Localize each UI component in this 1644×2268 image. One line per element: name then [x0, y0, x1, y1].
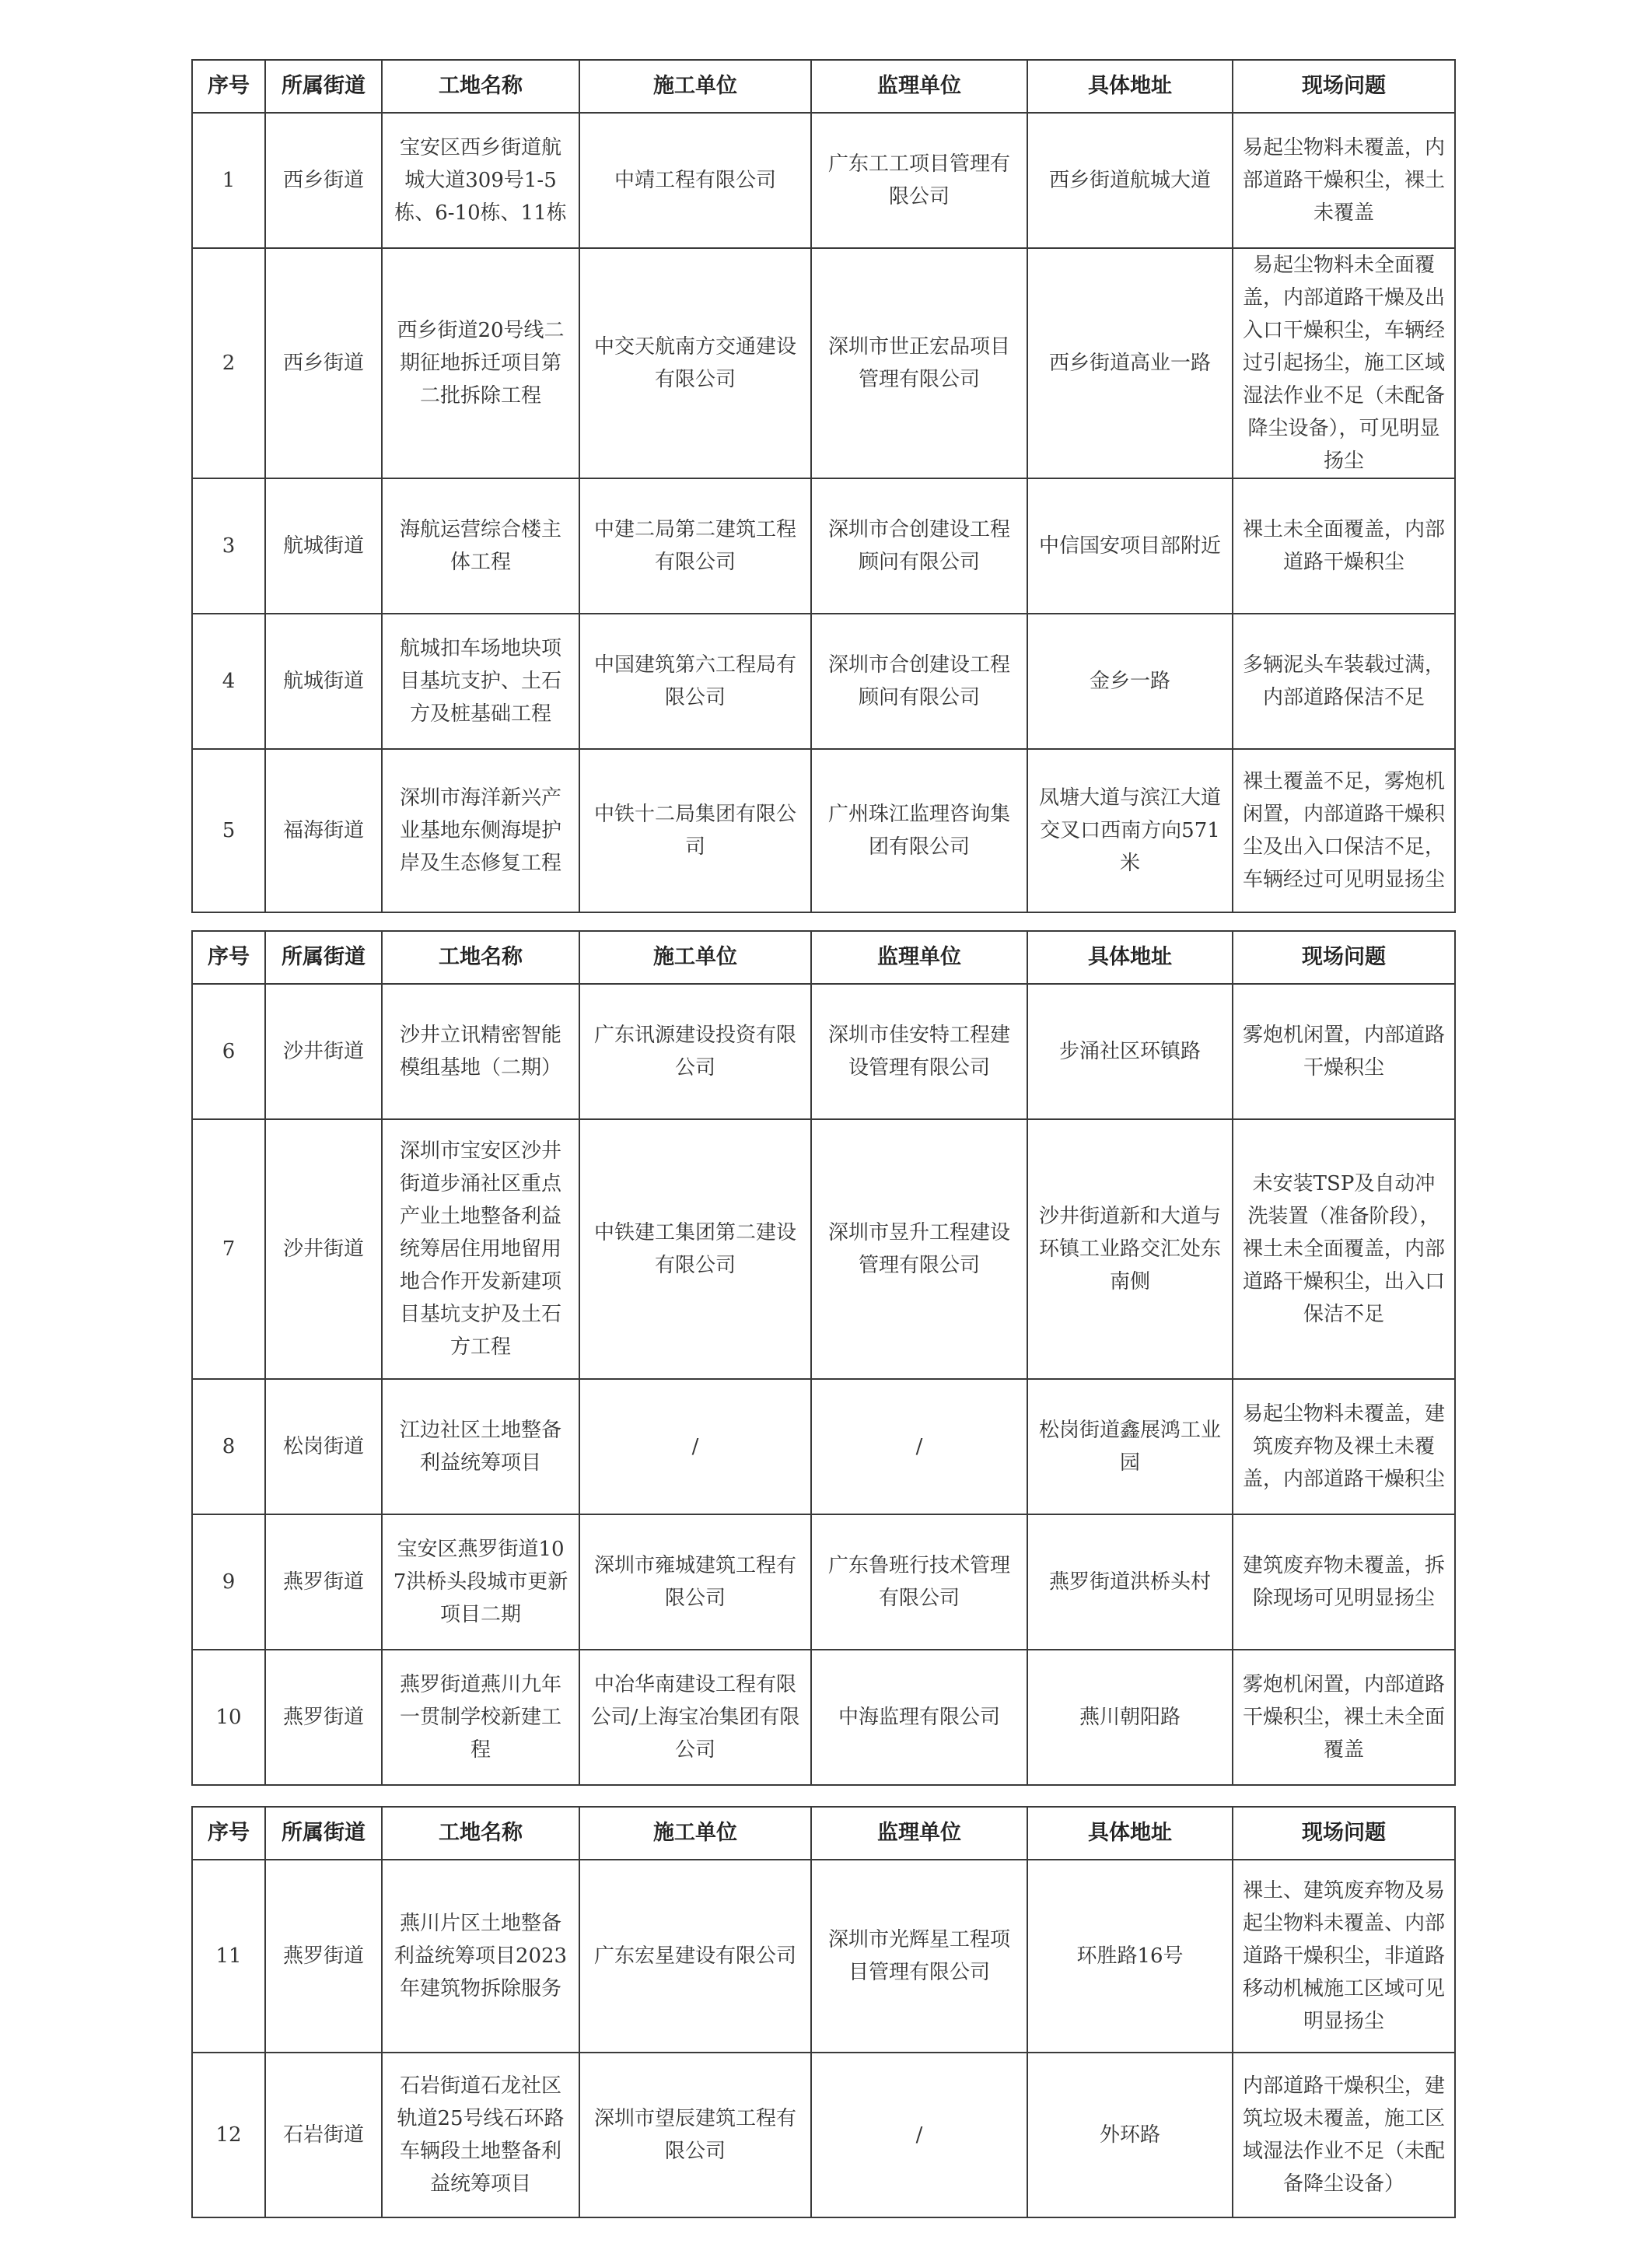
- cell-no: 12: [192, 2053, 265, 2217]
- header-builder: 施工单位: [579, 60, 811, 113]
- cell-street: 燕罗街道: [265, 1650, 382, 1785]
- cell-address: 步涌社区环镇路: [1027, 984, 1233, 1119]
- cell-street: 航城街道: [265, 478, 382, 614]
- table-header-row: [192, 931, 1455, 984]
- cell-street: 西乡街道: [265, 113, 382, 248]
- table-row: [192, 478, 1455, 614]
- cell-supervisor: 深圳市合创建设工程顾问有限公司: [811, 478, 1027, 614]
- cell-builder: 深圳市雍城建筑工程有限公司: [579, 1514, 811, 1650]
- header-street: 所属街道: [265, 1807, 382, 1860]
- cell-issue: 裸土覆盖不足，雾炮机闲置，内部道路干燥积尘及出入口保洁不足，车辆经过可见明显扬尘: [1233, 749, 1455, 912]
- cell-address: 环胜路16号: [1027, 1860, 1233, 2053]
- header-issue: 现场问题: [1233, 1807, 1455, 1860]
- cell-no: 5: [192, 749, 265, 912]
- table-row: [192, 749, 1455, 912]
- cell-no: 9: [192, 1514, 265, 1650]
- cell-address: 西乡街道航城大道: [1027, 113, 1233, 248]
- cell-builder: 中冶华南建设工程有限公司/上海宝冶集团有限公司: [579, 1650, 811, 1785]
- cell-site: 燕罗街道燕川九年一贯制学校新建工程: [382, 1650, 579, 1785]
- cell-builder: 广东宏星建设有限公司: [579, 1860, 811, 2053]
- cell-no: 4: [192, 614, 265, 749]
- inspection-table-1: [191, 59, 1456, 913]
- header-address: 具体地址: [1027, 1807, 1233, 1860]
- cell-supervisor: /: [811, 1379, 1027, 1514]
- table-row: [192, 1119, 1455, 1379]
- cell-issue: 内部道路干燥积尘，建筑垃圾未覆盖，施工区域湿法作业不足（未配备降尘设备）: [1233, 2053, 1455, 2217]
- cell-issue: 易起尘物料未全面覆盖，内部道路干燥及出入口干燥积尘，车辆经过引起扬尘，施工区域湿法作业不足（未配备降尘设备），可见明显扬尘: [1233, 248, 1455, 478]
- header-supervisor: 监理单位: [811, 1807, 1027, 1860]
- header-no: 序号: [192, 1807, 265, 1860]
- cell-issue: 裸土未全面覆盖，内部道路干燥积尘: [1233, 478, 1455, 614]
- cell-no: 6: [192, 984, 265, 1119]
- cell-site: 沙井立讯精密智能模组基地（二期）: [382, 984, 579, 1119]
- cell-issue: 易起尘物料未覆盖，内部道路干燥积尘，裸土未覆盖: [1233, 113, 1455, 248]
- cell-street: 航城街道: [265, 614, 382, 749]
- inspection-table-3: [191, 1806, 1456, 2218]
- cell-site: 深圳市宝安区沙井街道步涌社区重点产业土地整备利益统筹居住用地留用地合作开发新建项目基坑支护及土石方工程: [382, 1119, 579, 1379]
- header-no: 序号: [192, 931, 265, 984]
- table-row: [192, 248, 1455, 478]
- cell-address: 金乡一路: [1027, 614, 1233, 749]
- cell-supervisor: 深圳市佳安特工程建设管理有限公司: [811, 984, 1027, 1119]
- cell-no: 10: [192, 1650, 265, 1785]
- cell-builder: 中铁十二局集团有限公司: [579, 749, 811, 912]
- cell-street: 沙井街道: [265, 984, 382, 1119]
- cell-supervisor: 广东鲁班行技术管理有限公司: [811, 1514, 1027, 1650]
- cell-builder: 中靖工程有限公司: [579, 113, 811, 248]
- cell-issue: 建筑废弃物未覆盖，拆除现场可见明显扬尘: [1233, 1514, 1455, 1650]
- cell-address: 西乡街道高业一路: [1027, 248, 1233, 478]
- cell-no: 8: [192, 1379, 265, 1514]
- table-row: [192, 1379, 1455, 1514]
- header-supervisor: 监理单位: [811, 931, 1027, 984]
- table-header-row: [192, 1807, 1455, 1860]
- cell-supervisor: 中海监理有限公司: [811, 1650, 1027, 1785]
- cell-no: 7: [192, 1119, 265, 1379]
- cell-builder: 深圳市望辰建筑工程有限公司: [579, 2053, 811, 2217]
- cell-supervisor: 深圳市昱升工程建设管理有限公司: [811, 1119, 1027, 1379]
- table-row: [192, 614, 1455, 749]
- cell-street: 福海街道: [265, 749, 382, 912]
- cell-builder: 中铁建工集团第二建设有限公司: [579, 1119, 811, 1379]
- cell-supervisor: 深圳市光辉星工程项目管理有限公司: [811, 1860, 1027, 2053]
- cell-site: 江边社区土地整备利益统筹项目: [382, 1379, 579, 1514]
- table-row: [192, 113, 1455, 248]
- header-builder: 施工单位: [579, 931, 811, 984]
- cell-no: 3: [192, 478, 265, 614]
- cell-street: 燕罗街道: [265, 1860, 382, 2053]
- cell-issue: 多辆泥头车装载过满，内部道路保洁不足: [1233, 614, 1455, 749]
- cell-site: 西乡街道20号线二期征地拆迁项目第二批拆除工程: [382, 248, 579, 478]
- header-issue: 现场问题: [1233, 931, 1455, 984]
- table-row: [192, 1860, 1455, 2053]
- cell-address: 凤塘大道与滨江大道交叉口西南方向571米: [1027, 749, 1233, 912]
- cell-address: 燕罗街道洪桥头村: [1027, 1514, 1233, 1650]
- cell-supervisor: 广东工工项目管理有限公司: [811, 113, 1027, 248]
- cell-street: 松岗街道: [265, 1379, 382, 1514]
- cell-builder: 中建二局第二建筑工程有限公司: [579, 478, 811, 614]
- cell-address: 中信国安项目部附近: [1027, 478, 1233, 614]
- cell-address: 松岗街道鑫展鸿工业园: [1027, 1379, 1233, 1514]
- cell-supervisor: 深圳市合创建设工程顾问有限公司: [811, 614, 1027, 749]
- cell-issue: 未安装TSP及自动冲洗装置（准备阶段），裸土未全面覆盖，内部道路干燥积尘，出入口保洁不足: [1233, 1119, 1455, 1379]
- cell-issue: 雾炮机闲置，内部道路干燥积尘，裸土未全面覆盖: [1233, 1650, 1455, 1785]
- header-supervisor: 监理单位: [811, 60, 1027, 113]
- cell-site: 宝安区燕罗街道107洪桥头段城市更新项目二期: [382, 1514, 579, 1650]
- cell-supervisor: 广州珠江监理咨询集团有限公司: [811, 749, 1027, 912]
- cell-street: 燕罗街道: [265, 1514, 382, 1650]
- cell-issue: 雾炮机闲置，内部道路干燥积尘: [1233, 984, 1455, 1119]
- inspection-table-2: [191, 930, 1456, 1786]
- cell-address: 燕川朝阳路: [1027, 1650, 1233, 1785]
- table-row: [192, 984, 1455, 1119]
- cell-street: 西乡街道: [265, 248, 382, 478]
- header-no: 序号: [192, 60, 265, 113]
- cell-builder: 广东讯源建设投资有限公司: [579, 984, 811, 1119]
- table-row: [192, 2053, 1455, 2217]
- header-issue: 现场问题: [1233, 60, 1455, 113]
- cell-supervisor: /: [811, 2053, 1027, 2217]
- header-site: 工地名称: [382, 60, 579, 113]
- header-builder: 施工单位: [579, 1807, 811, 1860]
- cell-site: 深圳市海洋新兴产业基地东侧海堤护岸及生态修复工程: [382, 749, 579, 912]
- cell-builder: 中国建筑第六工程局有限公司: [579, 614, 811, 749]
- header-site: 工地名称: [382, 931, 579, 984]
- header-site: 工地名称: [382, 1807, 579, 1860]
- cell-street: 沙井街道: [265, 1119, 382, 1379]
- cell-site: 宝安区西乡街道航城大道309号1-5栋、6-10栋、11栋: [382, 113, 579, 248]
- cell-issue: 裸土、建筑废弃物及易起尘物料未覆盖、内部道路干燥积尘，非道路移动机械施工区域可见明显扬尘: [1233, 1860, 1455, 2053]
- table-row: [192, 1514, 1455, 1650]
- header-address: 具体地址: [1027, 931, 1233, 984]
- cell-site: 航城扣车场地块项目基坑支护、土石方及桩基础工程: [382, 614, 579, 749]
- cell-builder: 中交天航南方交通建设有限公司: [579, 248, 811, 478]
- cell-no: 2: [192, 248, 265, 478]
- cell-site: 燕川片区土地整备利益统筹项目2023年建筑物拆除服务: [382, 1860, 579, 2053]
- header-street: 所属街道: [265, 60, 382, 113]
- header-street: 所属街道: [265, 931, 382, 984]
- cell-site: 石岩街道石龙社区轨道25号线石环路车辆段土地整备利益统筹项目: [382, 2053, 579, 2217]
- cell-builder: /: [579, 1379, 811, 1514]
- cell-street: 石岩街道: [265, 2053, 382, 2217]
- cell-supervisor: 深圳市世正宏品项目管理有限公司: [811, 248, 1027, 478]
- cell-site: 海航运营综合楼主体工程: [382, 478, 579, 614]
- cell-issue: 易起尘物料未覆盖，建筑废弃物及裸土未覆盖，内部道路干燥积尘: [1233, 1379, 1455, 1514]
- table-header-row: [192, 60, 1455, 113]
- cell-address: 外环路: [1027, 2053, 1233, 2217]
- cell-no: 11: [192, 1860, 265, 2053]
- table-row: [192, 1650, 1455, 1785]
- header-address: 具体地址: [1027, 60, 1233, 113]
- cell-address: 沙井街道新和大道与环镇工业路交汇处东南侧: [1027, 1119, 1233, 1379]
- cell-no: 1: [192, 113, 265, 248]
